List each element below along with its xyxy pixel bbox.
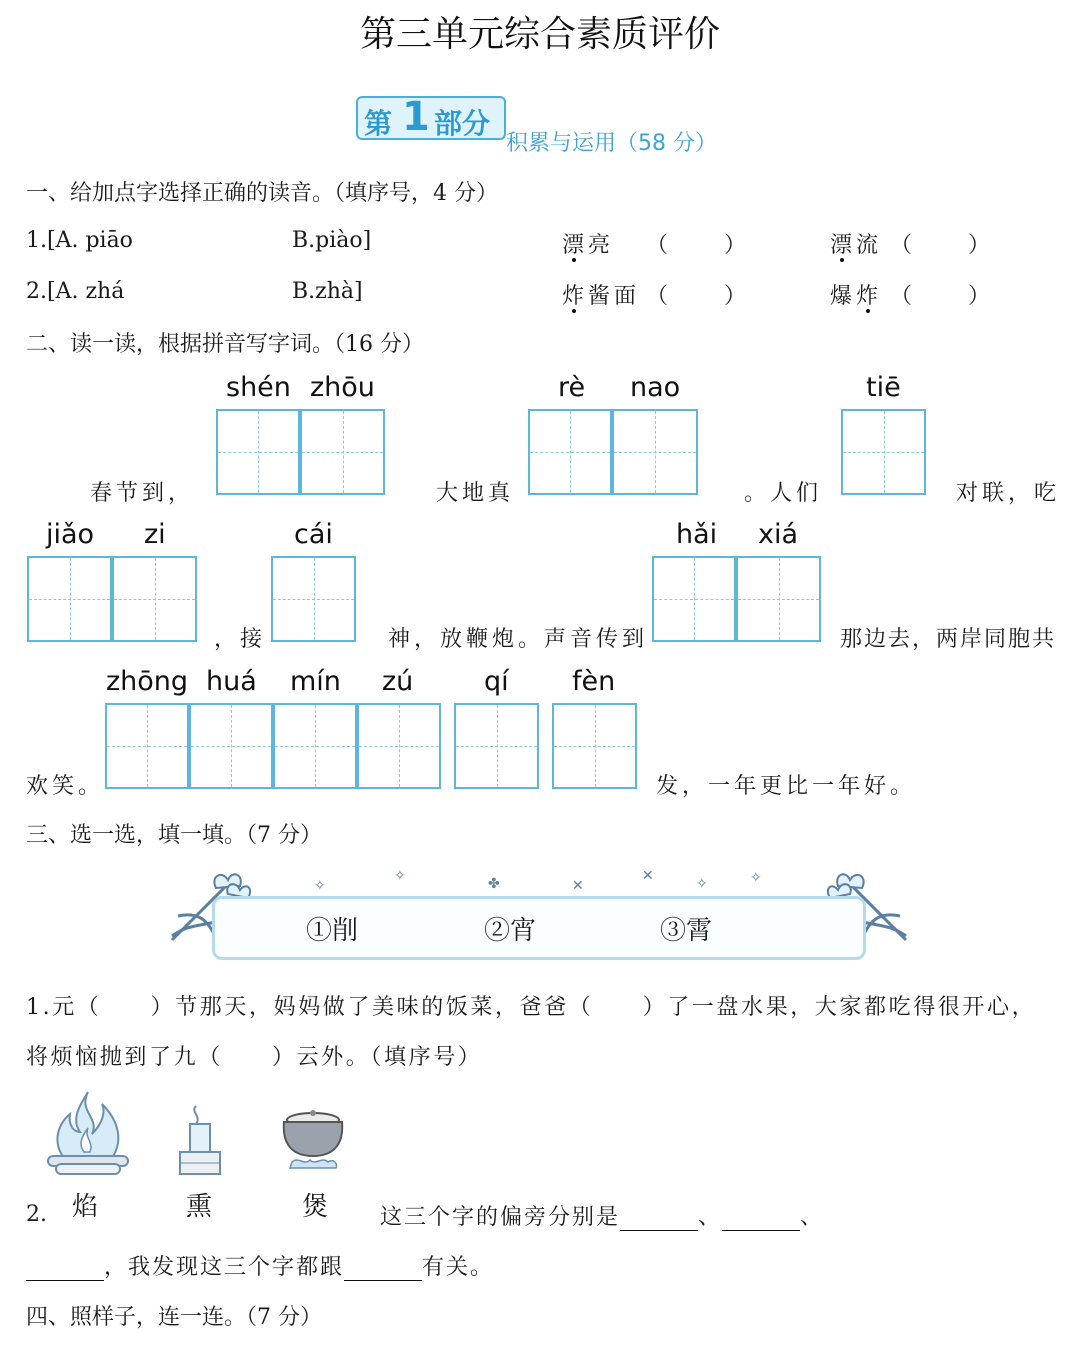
pinyin-tie: tiē — [866, 372, 901, 403]
pinyin-zi: zi — [144, 519, 166, 550]
emphasis-dot — [866, 309, 870, 313]
option-1: ①削 — [306, 916, 359, 946]
q3-sentence-1b: 将烦恼抛到了九（ ）云外。（填序号） — [26, 1045, 483, 1070]
writing-box[interactable] — [27, 556, 112, 642]
pinyin-re: rè — [558, 372, 586, 403]
pinyin-hai: hǎi — [676, 519, 718, 550]
q2-text-6: 神，放鞭炮。声音传到 — [388, 627, 649, 652]
q1-row1-paren2[interactable]: （ ） — [890, 233, 995, 258]
pinyin-hua: huá — [206, 666, 257, 697]
q3-s2-end: 有关。 — [422, 1255, 495, 1280]
blank-line[interactable] — [26, 1258, 104, 1281]
sparkle-icon: ✕ — [572, 878, 584, 894]
q1-row2-paren1[interactable]: （ ） — [646, 284, 751, 309]
pinyin-xia: xiá — [758, 519, 799, 550]
pinyin-nao: nao — [630, 372, 681, 403]
char-xun: 熏 — [186, 1192, 213, 1222]
part-number: 1 — [402, 94, 430, 140]
emphasis-dot — [572, 309, 576, 313]
q1-row2-word1: 炸酱面 — [562, 284, 641, 309]
q2-text-5: ，接 — [214, 627, 267, 652]
writing-box[interactable] — [105, 703, 189, 789]
q2-text-1: 春节到， — [90, 481, 195, 506]
q1-heading: 一、给加点字选择正确的读音。（填序号，4 分） — [26, 181, 498, 206]
q1-row1-b: B.piào] — [292, 228, 372, 253]
q1-row1-word2: 漂流 — [830, 233, 883, 258]
q3-sentence-2b — [26, 1250, 494, 1281]
writing-box[interactable] — [300, 409, 385, 495]
blank-line[interactable] — [620, 1208, 698, 1231]
writing-box[interactable] — [454, 703, 539, 789]
pinyin-fen: fèn — [572, 666, 616, 697]
writing-box[interactable] — [528, 409, 612, 495]
pot-icon — [276, 1106, 350, 1172]
q3-s2-number: 2. — [26, 1202, 47, 1227]
q3-s2-middle: ，我发现这三个字都跟 — [104, 1255, 345, 1280]
pinyin-shen: shén — [226, 372, 291, 403]
q2-text-7: 那边去，两岸同胞共 — [840, 627, 1057, 652]
pinyin-zu: zú — [382, 666, 414, 697]
pinyin-jiao: jiǎo — [46, 519, 95, 550]
q2-text-3: 。人们 — [744, 481, 823, 506]
sparkle-icon: ✤ — [488, 876, 500, 892]
emphasis-dot — [572, 258, 576, 262]
q3-heading: 三、选一选，填一填。（7 分） — [26, 823, 322, 848]
q1-row2-paren2[interactable]: （ ） — [890, 284, 995, 309]
pinyin-min: mín — [290, 666, 341, 697]
q4-heading: 四、照样子，连一连。（7 分） — [26, 1305, 322, 1330]
q2-text-8: 欢笑。 — [26, 774, 105, 799]
blank-line[interactable] — [344, 1258, 422, 1281]
q2-text-9: 发，一年更比一年好。 — [656, 774, 917, 799]
sparkle-icon: ✧ — [314, 878, 326, 894]
q3-sentence-2a — [380, 1200, 824, 1231]
q2-heading: 二、读一读，根据拼音写字词。（16 分） — [26, 332, 424, 357]
sparkle-icon: ✧ — [750, 870, 762, 886]
writing-box[interactable] — [357, 703, 441, 789]
writing-box[interactable] — [216, 409, 300, 495]
q2-text-2: 大地真 — [436, 481, 515, 506]
writing-box[interactable] — [552, 703, 637, 789]
sparkle-icon: ✧ — [394, 868, 406, 884]
char-bao: 煲 — [302, 1192, 329, 1222]
q3-s2-sep2: 、 — [800, 1205, 825, 1230]
writing-box[interactable] — [736, 556, 821, 642]
writing-box[interactable] — [112, 556, 197, 642]
page-title: 第三单元综合素质评价 — [359, 14, 720, 55]
q1-row1-a: 1.[A. piāo — [26, 228, 133, 253]
sparkle-icon: ✕ — [642, 868, 654, 884]
pinyin-zhong: zhōng — [106, 666, 189, 697]
q2-text-4: 对联，吃 — [956, 481, 1061, 506]
writing-box[interactable] — [189, 703, 273, 789]
writing-box[interactable] — [612, 409, 698, 495]
char-yan: 焰 — [72, 1192, 99, 1222]
part-suffix: 部分 — [434, 107, 491, 140]
part-badge — [356, 96, 506, 140]
option-2: ②宵 — [484, 916, 537, 946]
part-prefix: 第 — [364, 107, 393, 140]
q1-row1-word1: 漂亮 — [562, 233, 615, 258]
writing-box[interactable] — [652, 556, 736, 642]
writing-box[interactable] — [841, 409, 926, 495]
q1-row2-a: 2.[A. zhá — [26, 279, 125, 304]
emphasis-dot — [840, 258, 844, 262]
pinyin-zhou: zhōu — [310, 372, 375, 403]
writing-box[interactable] — [273, 703, 357, 789]
q1-row2-word2: 爆炸 — [830, 284, 883, 309]
writing-box[interactable] — [271, 556, 356, 642]
pinyin-qi: qí — [484, 666, 509, 697]
fire-icon — [42, 1088, 134, 1180]
option-3: ③霄 — [660, 916, 713, 946]
blank-line[interactable] — [722, 1208, 800, 1231]
part-subtitle: 积累与运用（58 分） — [506, 131, 717, 156]
pinyin-cai: cái — [294, 519, 333, 550]
q3-s2-sep1: 、 — [698, 1205, 723, 1230]
smoke-stove-icon — [172, 1102, 228, 1178]
q1-row2-b: B.zhà] — [292, 279, 363, 304]
q1-row1-paren1[interactable]: （ ） — [646, 233, 751, 258]
sparkle-icon: ✧ — [696, 876, 708, 892]
q3-s2-prefix: 这三个字的偏旁分别是 — [380, 1205, 621, 1230]
q3-sentence-1a: 1.元（ ）节那天，妈妈做了美味的饭菜，爸爸（ ）了一盘水果，大家都吃得很开心， — [26, 995, 1037, 1020]
